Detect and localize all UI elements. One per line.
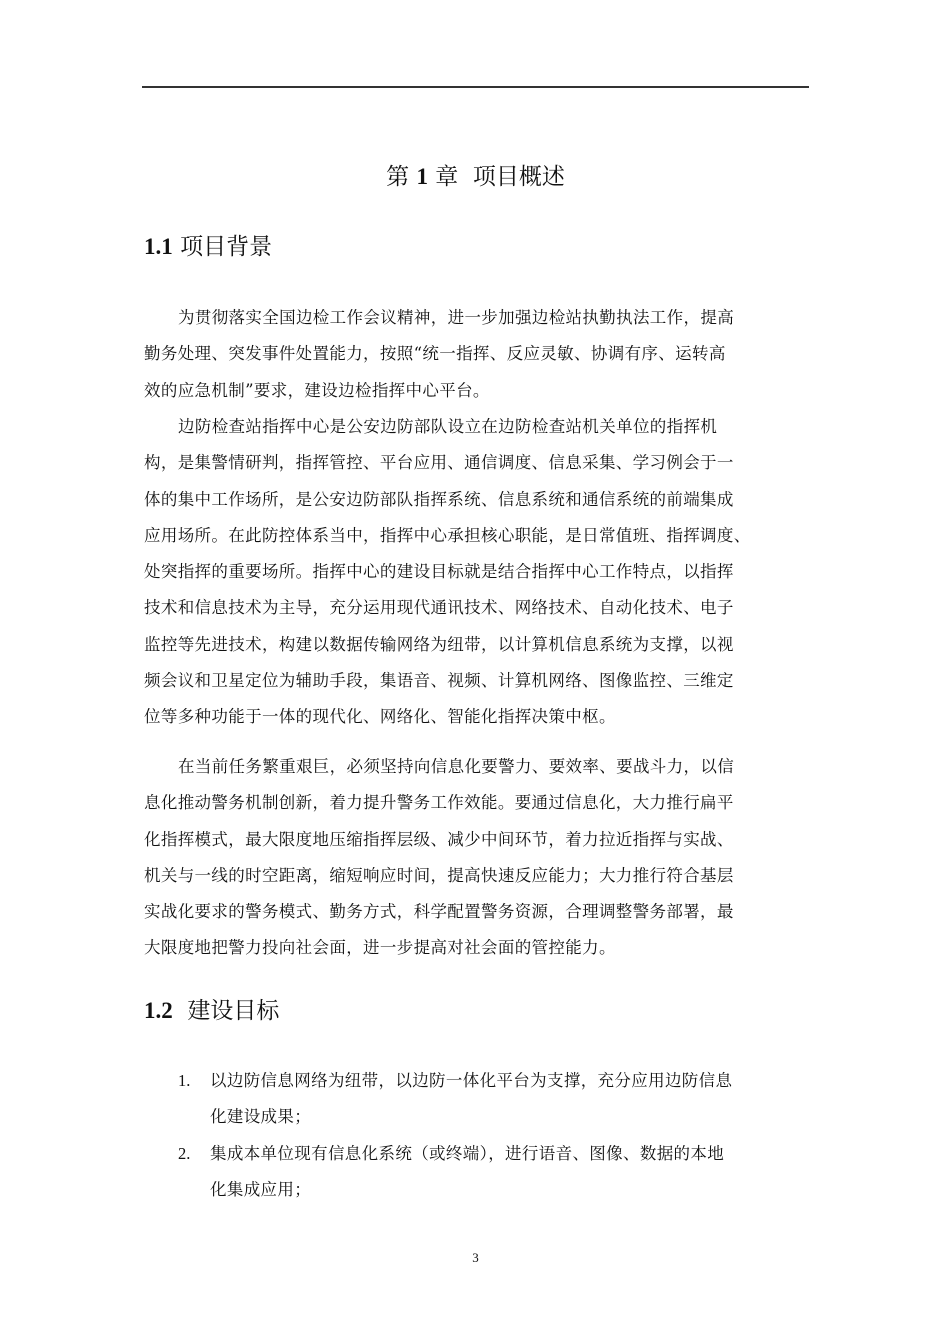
text-line: 化指挥模式，最大限度地压缩指挥层级、减少中间环节，着力拉近指挥与实战、	[144, 829, 734, 849]
text-line: 处突指挥的重要场所。指挥中心的建设目标就是结合指挥中心工作特点，以指挥	[144, 562, 734, 582]
text-line: 监控等先进技术，构建以数据传输网络为纽带，以计算机信息系统为支撑，以视	[144, 634, 734, 654]
section-number: 1.1	[144, 234, 173, 259]
text-line: 技术和信息技术为主导，充分运用现代通讯技术、网络技术、自动化技术、电子	[144, 598, 734, 618]
text-line: 息化推动警务机制创新，着力提升警务工作效能。要通过信息化，大力推行扁平	[144, 793, 734, 813]
list-item	[144, 1136, 808, 1209]
list-marker: 2.	[178, 1143, 191, 1163]
chapter-suffix: 章	[435, 164, 459, 190]
chapter-name: 项目概述	[472, 164, 565, 190]
text-line: 以边防信息网络为纽带，以边防一体化平台为支撑，充分应用边防信息	[210, 1071, 733, 1090]
paragraph-1	[144, 300, 808, 409]
text-line: 应用场所。在此防控体系当中，指挥中心承担核心职能，是日常值班、指挥调度、	[144, 525, 751, 545]
text-line: 化建设成果；	[210, 1107, 312, 1127]
text-line: 勤务处理、突发事件处置能力，按照“统一指挥、反应灵敏、协调有序、运转高	[144, 344, 726, 364]
chapter-title	[142, 160, 809, 194]
chapter-number: 1	[416, 164, 428, 189]
chapter-prefix: 第	[386, 164, 410, 190]
text-line: 构，是集警情研判，指挥管控、平台应用、通信调度、信息采集、学习例会于一	[144, 453, 734, 473]
text-line: 集成本单位现有信息化系统（或终端），进行语音、图像、数据的本地	[210, 1143, 725, 1163]
section-title: 建设目标	[187, 998, 280, 1024]
text-line: 边防检查站指挥中心是公安边防部队设立在边防检查站机关单位的指挥机	[178, 417, 718, 436]
page-number: 3	[472, 1250, 479, 1265]
paragraph-3	[144, 749, 808, 967]
section-number: 1.2	[144, 998, 173, 1023]
text-line: 频会议和卫星定位为辅助手段，集语音、视频、计算机网络、图像监控、三维定	[144, 671, 734, 691]
header-rule	[142, 86, 809, 88]
list-marker: 1.	[178, 1071, 191, 1090]
text-line: 为贯彻落实全国边检工作会议精神，进一步加强边检站执勤执法工作，提高	[178, 308, 735, 327]
text-line: 化集成应用；	[210, 1179, 312, 1199]
text-line: 大限度地把警力投向社会面，进一步提高对社会面的管控能力。	[144, 938, 616, 958]
list-item	[144, 1063, 808, 1136]
goals-list	[144, 1063, 808, 1208]
text-line: 机关与一线的时空距离，缩短响应时间，提高快速反应能力；大力推行符合基层	[144, 865, 734, 885]
section-title: 项目背景	[180, 234, 273, 260]
text-line: 实战化要求的警务模式、勤务方式，科学配置警务资源，合理调整警务部署，最	[144, 902, 734, 922]
text-line: 位等多种功能于一体的现代化、网络化、智能化指挥决策中枢。	[144, 707, 616, 727]
section-heading-background	[144, 230, 272, 264]
paragraph-2	[144, 409, 808, 736]
text-line: 在当前任务繁重艰巨，必须坚持向信息化要警力、要效率、要战斗力，以信	[178, 757, 735, 776]
text-line: 效的应急机制”要求，建设边检指挥中心平台。	[144, 380, 490, 400]
section-heading-goals	[144, 994, 279, 1028]
text-line: 体的集中工作场所，是公安边防部队指挥系统、信息系统和通信系统的前端集成	[144, 489, 734, 509]
